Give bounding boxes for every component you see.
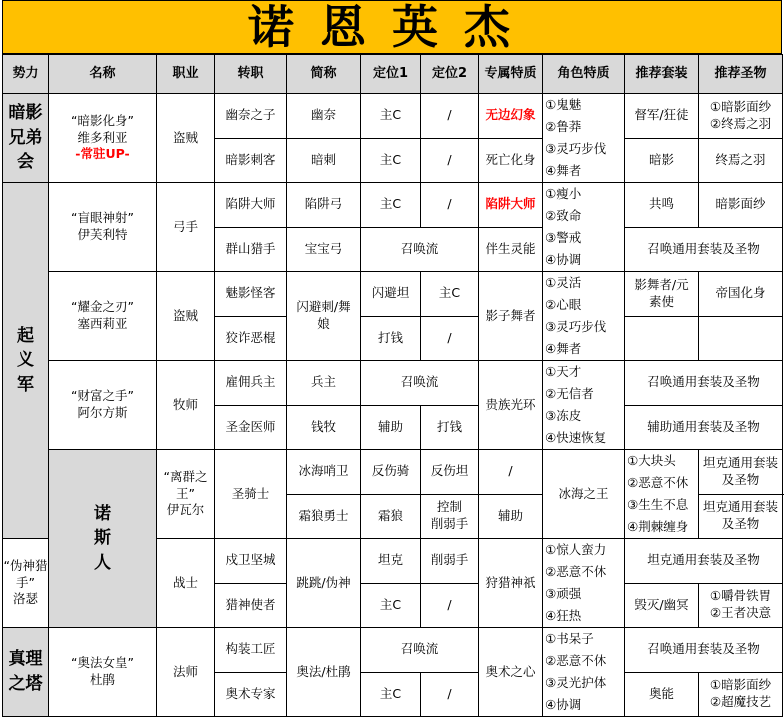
exclusive-trait-cell: 死亡化身 [479, 138, 543, 183]
relic-cell: ①暗影面纱 ②终焉之羽 [699, 94, 783, 139]
hero-name-cell: “奥法女皇” 杜鹃 [49, 628, 157, 717]
job-cell: 陷阱大师 [215, 183, 287, 228]
role-traits-cell: ①大块头 ②恶意不休 ③生生不息 ④荆棘缠身 [625, 450, 699, 539]
class-cell: 法师 [157, 628, 215, 717]
header-cell: 职业 [157, 55, 215, 94]
pos2-cell: / [421, 583, 479, 628]
exclusive-trait-cell: 冰海之王 [543, 450, 625, 539]
role-traits-cell: ①鬼魅 ②鲁莽 ③灵巧步伐 ④舞者 [543, 94, 625, 183]
set-relic-cell: 辅助通用套装及圣物 [625, 405, 783, 450]
exclusive-trait-cell: 奥术之心 [479, 628, 543, 717]
header-cell: 转职 [215, 55, 287, 94]
set-cell [625, 316, 699, 361]
class-cell: 战士 [157, 539, 215, 628]
header-cell: 专属特质 [479, 55, 543, 94]
job-cell: 幽奈之子 [215, 94, 287, 139]
pos2-cell: / [421, 94, 479, 139]
set-cell: 共鸣 [625, 183, 699, 228]
job-cell: 魅影怪客 [215, 272, 287, 317]
class-cell: 牧师 [157, 361, 215, 450]
position-cell: 召唤流 [361, 227, 479, 272]
hero-table [2, 54, 783, 717]
role-traits-cell: ①书呆子 ②恶意不休 ③灵光护体 ④协调 [543, 628, 625, 717]
pos2-cell: / [421, 672, 479, 717]
set-relic-cell: 坦克通用套装及圣物 [699, 450, 783, 495]
job-cell: 圣金医师 [215, 405, 287, 450]
position-cell: 召唤流 [361, 361, 479, 406]
pos1-cell: 打钱 [361, 316, 421, 361]
pos2-cell: / [421, 138, 479, 183]
set-cell: 暗影 [625, 138, 699, 183]
exclusive-trait-cell: 无边幻象 [479, 94, 543, 139]
position-cell: 召唤流 [361, 628, 479, 673]
pos1-cell: 主C [361, 672, 421, 717]
pos2-cell: 主C [421, 272, 479, 317]
set-relic-cell: 召唤通用套装及圣物 [625, 227, 783, 272]
set-cell: 影舞者/元 素使 [625, 272, 699, 317]
role-traits-cell: ①惊人蛮力 ②恶意不休 ③顽强 ④狂热 [543, 539, 625, 628]
exclusive-trait-cell: 贵族光环 [479, 361, 543, 450]
header-cell: 名称 [49, 55, 157, 94]
exclusive-trait-cell: 伴生灵能 [479, 227, 543, 272]
pos1-cell: 主C [361, 183, 421, 228]
set-cell: 督军/狂徒 [625, 94, 699, 139]
set-relic-cell: 坦克通用套装及圣物 [699, 494, 783, 539]
class-cell: 弓手 [157, 183, 215, 272]
job-cell: 奥术专家 [215, 672, 287, 717]
table-row [3, 450, 783, 495]
header-cell: 势力 [3, 55, 49, 94]
table-row [3, 361, 783, 406]
job-cell: 猎神使者 [215, 583, 287, 628]
short-name-cell: 奥法/杜鹃 [287, 628, 361, 717]
table-row [3, 183, 783, 228]
short-name-cell: 陷阱弓 [287, 183, 361, 228]
job-cell: 霜狼勇士 [287, 494, 361, 539]
hero-name-cell: “离群之王” 伊瓦尔 [157, 450, 215, 539]
relic-cell: 终焉之羽 [699, 138, 783, 183]
faction-cell: 真理 之塔 [3, 628, 49, 717]
relic-cell: ①嚼骨铁胃 ②王者决意 [699, 583, 783, 628]
job-cell: 群山猎手 [215, 227, 287, 272]
pos1-cell: 辅助 [361, 405, 421, 450]
relic-cell: ①暗影面纱 ②超魔技艺 [699, 672, 783, 717]
class-cell: 盗贼 [157, 94, 215, 183]
hero-name-cell: “伪神猎手” 洛瑟 [3, 539, 49, 628]
exclusive-trait-cell: 陷阱大师 [479, 183, 543, 228]
relic-cell: 帝国化身 [699, 272, 783, 317]
status-badge: -常驻UP- [75, 146, 130, 162]
pos2-cell: 打钱 [421, 405, 479, 450]
header-cell: 推荐套装 [625, 55, 699, 94]
pos1-cell: 坦克 [361, 539, 421, 584]
table-row [3, 94, 783, 139]
class-cell: 圣骑士 [215, 450, 287, 539]
pos2-cell: / [479, 450, 543, 495]
set-relic-cell: 召唤通用套装及圣物 [625, 361, 783, 406]
job-cell: 雇佣兵主 [215, 361, 287, 406]
job-cell: 狡诈恶棍 [215, 316, 287, 361]
short-name-cell: 兵主 [287, 361, 361, 406]
job-cell: 构装工匠 [215, 628, 287, 673]
pos1-cell: 闪避坦 [361, 272, 421, 317]
pos2-cell: 削弱手 [421, 539, 479, 584]
faction-cell: 起 义 军 [3, 183, 49, 539]
role-traits-cell: ①瘦小 ②致命 ③警戒 ④协调 [543, 183, 625, 272]
short-name-cell: 钱牧 [287, 405, 361, 450]
hero-name-cell: “耀金之刃” 塞西莉亚 [49, 272, 157, 361]
pos1-cell: 反伤坦 [421, 450, 479, 495]
exclusive-trait-cell: 影子舞者 [479, 272, 543, 361]
short-name-cell: 闪避刺/舞 娘 [287, 272, 361, 361]
set-cell: 奥能 [625, 672, 699, 717]
short-name-cell: 宝宝弓 [287, 227, 361, 272]
header-cell: 角色特质 [543, 55, 625, 94]
hero-name-cell: “财富之手” 阿尔方斯 [49, 361, 157, 450]
faction-cell: 诺 斯 人 [49, 450, 157, 628]
table-row [3, 272, 783, 317]
table-row [3, 628, 783, 673]
faction-cell: 暗影 兄弟 会 [3, 94, 49, 183]
pos1-cell: 主C [361, 583, 421, 628]
short-name-cell: 跳跳/伪神 [287, 539, 361, 628]
hero-name-cell: “暗影化身” 维多利亚 -常驻UP- [49, 94, 157, 183]
hero-name-cell: “盲眼神射” 伊芙利特 [49, 183, 157, 272]
header-cell: 推荐圣物 [699, 55, 783, 94]
pos1-cell: 主C [361, 138, 421, 183]
exclusive-trait-cell: 狩猎神祇 [479, 539, 543, 628]
pos2-cell: / [421, 316, 479, 361]
header-cell: 定位1 [361, 55, 421, 94]
header-cell: 定位2 [421, 55, 479, 94]
pos2-cell: / [421, 183, 479, 228]
pos1-cell: 主C [361, 94, 421, 139]
header-row [3, 55, 783, 94]
relic-cell: 暗影面纱 [699, 183, 783, 228]
header-cell: 简称 [287, 55, 361, 94]
role-traits-cell: ①灵活 ②心眼 ③灵巧步伐 ④舞者 [543, 272, 625, 361]
short-name-cell: 暗刺 [287, 138, 361, 183]
job-cell: 暗影刺客 [215, 138, 287, 183]
short-name-cell: 霜狼 [361, 494, 421, 539]
set-relic-cell: 召唤通用套装及圣物 [625, 628, 783, 673]
pos1-cell: 控制 削弱手 [421, 494, 479, 539]
pos2-cell: 辅助 [479, 494, 543, 539]
job-cell: 冰海哨卫 [287, 450, 361, 495]
short-name-cell: 幽奈 [287, 94, 361, 139]
set-cell: 毁灭/幽冥 [625, 583, 699, 628]
set-relic-cell: 坦克通用套装及圣物 [625, 539, 783, 584]
page-title: 诺恩英杰 [2, 0, 782, 54]
role-traits-cell: ①天才 ②无信者 ③冻皮 ④快速恢复 [543, 361, 625, 450]
job-cell: 戍卫坚城 [215, 539, 287, 584]
short-name-cell: 反伤骑 [361, 450, 421, 495]
relic-cell [699, 316, 783, 361]
class-cell: 盗贼 [157, 272, 215, 361]
